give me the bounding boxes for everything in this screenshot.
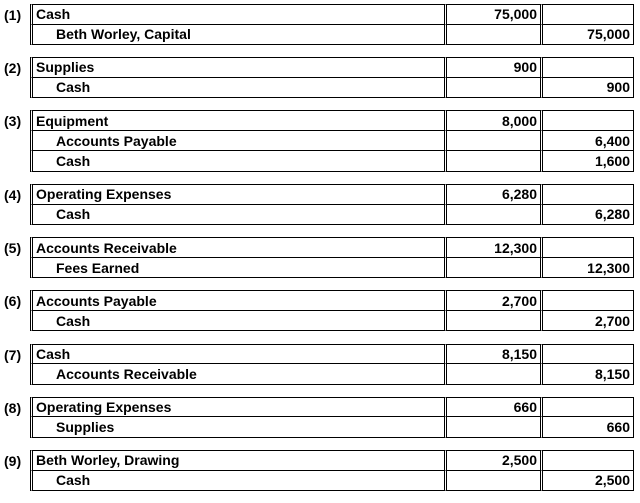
debit-account-name: Operating Expenses — [30, 184, 444, 205]
entry-line — [30, 471, 634, 492]
credit-amount — [540, 110, 634, 131]
credit-amount — [540, 57, 634, 78]
entry-number: (2) — [4, 60, 22, 77]
entry-number: (1) — [4, 7, 22, 23]
credit-account-name: Supplies — [30, 417, 444, 438]
debit-account-name: Equipment — [30, 110, 444, 131]
debit-amount — [444, 205, 540, 226]
entry-line — [30, 397, 634, 418]
debit-amount: 900 — [444, 57, 540, 78]
credit-amount: 12,300 — [540, 258, 634, 279]
credit-amount: 6,280 — [540, 205, 634, 226]
journal-entries — [0, 4, 640, 503]
debit-account-name: Operating Expenses — [30, 397, 444, 418]
entry-table — [30, 397, 634, 438]
journal-entry — [0, 57, 640, 98]
credit-amount — [540, 4, 634, 25]
credit-account-name: Cash — [30, 151, 444, 172]
debit-amount — [444, 311, 540, 332]
debit-amount — [444, 417, 540, 438]
credit-amount: 6,400 — [540, 131, 634, 152]
entry-line — [30, 205, 634, 226]
debit-amount — [444, 78, 540, 99]
credit-amount: 2,500 — [540, 471, 634, 492]
credit-amount: 1,600 — [540, 151, 634, 172]
credit-account-name: Cash — [30, 311, 444, 332]
journal-entry — [0, 110, 640, 172]
entry-table — [30, 450, 634, 491]
entry-line — [30, 417, 634, 438]
entry-table — [30, 344, 634, 385]
credit-account-name: Fees Earned — [30, 258, 444, 279]
debit-account-name: Cash — [30, 344, 444, 365]
credit-amount: 660 — [540, 417, 634, 438]
credit-account-name: Beth Worley, Capital — [30, 25, 444, 46]
entry-number: (8) — [4, 399, 22, 416]
debit-amount — [444, 151, 540, 172]
entry-number: (5) — [4, 240, 22, 257]
credit-amount — [540, 397, 634, 418]
entry-line — [30, 184, 634, 205]
debit-account-name: Accounts Receivable — [30, 237, 444, 258]
debit-amount: 2,700 — [444, 290, 540, 311]
journal-entry — [0, 237, 640, 278]
debit-amount: 660 — [444, 397, 540, 418]
entry-line — [30, 110, 634, 131]
debit-amount: 6,280 — [444, 184, 540, 205]
debit-amount: 8,000 — [444, 110, 540, 131]
entry-line — [30, 4, 634, 25]
entry-table — [30, 110, 634, 172]
entry-table — [30, 4, 634, 45]
debit-amount: 8,150 — [444, 344, 540, 365]
debit-account-name: Supplies — [30, 57, 444, 78]
entry-line — [30, 290, 634, 311]
credit-amount: 900 — [540, 78, 634, 99]
debit-amount: 12,300 — [444, 237, 540, 258]
entry-table — [30, 57, 634, 98]
debit-amount — [444, 364, 540, 385]
credit-account-name: Cash — [30, 471, 444, 492]
entry-number: (3) — [4, 113, 22, 130]
entry-line — [30, 25, 634, 46]
credit-amount — [540, 237, 634, 258]
debit-amount — [444, 258, 540, 279]
entry-number: (4) — [4, 187, 22, 204]
credit-account-name: Cash — [30, 205, 444, 226]
debit-amount — [444, 131, 540, 152]
debit-account-name: Cash — [30, 4, 444, 25]
debit-amount — [444, 471, 540, 492]
journal-entry — [0, 397, 640, 438]
entry-line — [30, 311, 634, 332]
debit-amount — [444, 25, 540, 46]
credit-amount: 75,000 — [540, 25, 634, 46]
entry-line — [30, 78, 634, 99]
credit-account-name: Accounts Receivable — [30, 364, 444, 385]
debit-amount: 75,000 — [444, 4, 540, 25]
debit-account-name: Beth Worley, Drawing — [30, 450, 444, 471]
debit-account-name: Accounts Payable — [30, 290, 444, 311]
credit-amount — [540, 184, 634, 205]
journal-entry — [0, 450, 640, 491]
credit-amount: 2,700 — [540, 311, 634, 332]
entry-line — [30, 151, 634, 172]
entry-table — [30, 237, 634, 278]
credit-account-name: Accounts Payable — [30, 131, 444, 152]
entry-table — [30, 184, 634, 225]
entry-line — [30, 131, 634, 152]
entry-table — [30, 290, 634, 331]
journal-entry — [0, 184, 640, 225]
entry-line — [30, 364, 634, 385]
credit-amount — [540, 290, 634, 311]
entry-number: (7) — [4, 346, 22, 363]
entry-number: (9) — [4, 453, 22, 469]
entry-line — [30, 258, 634, 279]
entry-line — [30, 344, 634, 365]
entry-line — [30, 237, 634, 258]
credit-account-name: Cash — [30, 78, 444, 99]
entry-number: (6) — [4, 293, 22, 310]
debit-amount: 2,500 — [444, 450, 540, 471]
credit-amount: 8,150 — [540, 364, 634, 385]
entry-line — [30, 57, 634, 78]
entry-line — [30, 450, 634, 471]
journal-entry — [0, 290, 640, 331]
journal-entry — [0, 344, 640, 385]
credit-amount — [540, 450, 634, 471]
credit-amount — [540, 344, 634, 365]
journal-entry — [0, 4, 640, 45]
